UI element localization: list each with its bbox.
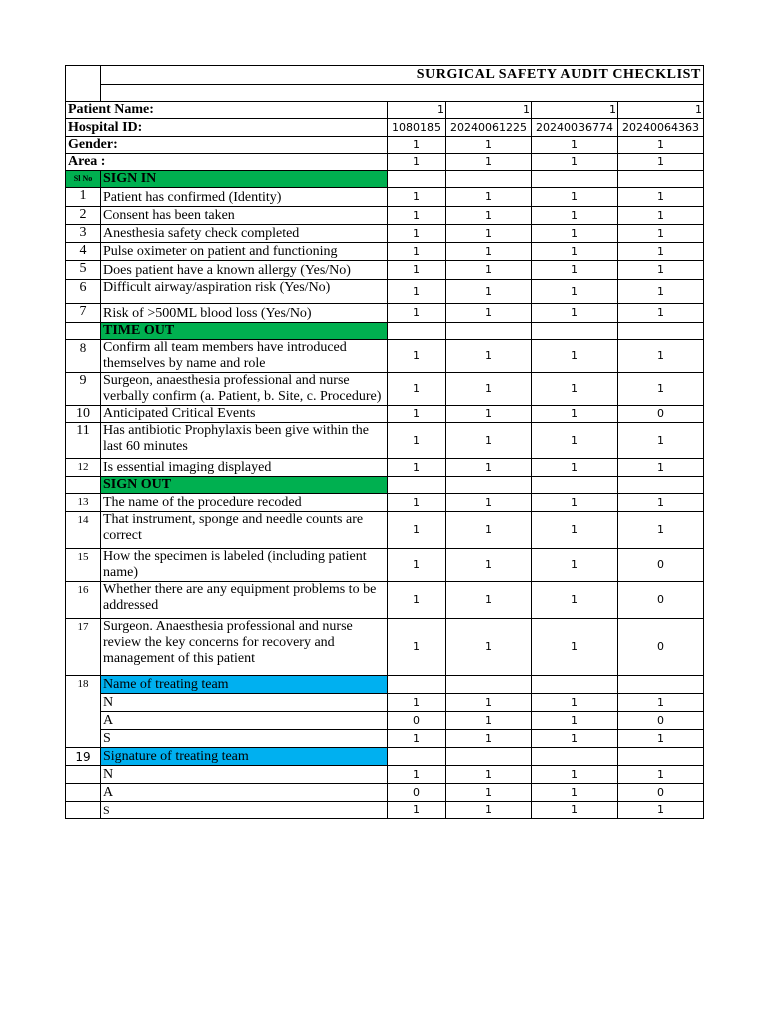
blank-cell	[66, 477, 101, 494]
value-cell: 1	[532, 730, 618, 748]
value-cell: 1	[446, 406, 532, 423]
value-cell: 1	[446, 582, 532, 619]
blank-cell	[618, 171, 704, 188]
blank-cell	[66, 784, 101, 802]
title-row	[66, 66, 704, 85]
value-cell: 1	[532, 549, 618, 582]
value-cell: 1080185	[388, 119, 446, 137]
item-text: Anesthesia safety check completed	[101, 225, 388, 243]
row-number: 11	[66, 423, 101, 459]
row-number: 18	[66, 676, 101, 748]
value-cell: 1	[532, 102, 618, 119]
value-cell: 1	[388, 494, 446, 512]
value-cell: 1	[446, 280, 532, 304]
value-cell: 20240064363	[618, 119, 704, 137]
row-number: 7	[66, 304, 101, 323]
item-text: Surgeon, anaesthesia professional and nurse verbally confirm (a. Patient, b. Site, c. Procedure)	[101, 373, 388, 406]
value-cell: 1	[532, 802, 618, 819]
value-cell: 1	[446, 619, 532, 676]
table-row	[66, 784, 704, 802]
value-cell: 1	[618, 423, 704, 459]
hospital-id-row	[66, 119, 704, 137]
value-cell: 1	[618, 188, 704, 207]
value-cell: 1	[388, 188, 446, 207]
blank-cell	[618, 323, 704, 340]
value-cell: 1	[446, 494, 532, 512]
value-cell: 1	[446, 802, 532, 819]
value-cell: 1	[388, 340, 446, 373]
value-cell: 1	[446, 304, 532, 323]
value-cell: 1	[532, 188, 618, 207]
role-label: A	[101, 784, 388, 802]
section-row-sign-in	[66, 171, 704, 188]
item-text: Whether there are any equipment problems to be addressed	[101, 582, 388, 619]
row-number: 13	[66, 494, 101, 512]
table-row	[66, 459, 704, 477]
role-label: S	[101, 802, 388, 819]
role-label: S	[101, 730, 388, 748]
item-text: Risk of >500ML blood loss (Yes/No)	[101, 304, 388, 323]
value-cell: 1	[618, 766, 704, 784]
area-label: Area :	[66, 154, 388, 171]
value-cell: 1	[446, 154, 532, 171]
value-cell: 1	[446, 694, 532, 712]
blank-cell	[388, 748, 446, 766]
item-text: Confirm all team members have introduced themselves by name and role	[101, 340, 388, 373]
value-cell: 1	[618, 102, 704, 119]
value-cell: 1	[388, 549, 446, 582]
row-number: 8	[66, 340, 101, 373]
table-row	[66, 619, 704, 676]
value-cell: 0	[618, 582, 704, 619]
section-label-time-out: TIME OUT	[101, 323, 388, 340]
role-label: N	[101, 766, 388, 784]
value-cell: 1	[388, 619, 446, 676]
blank-cell	[388, 676, 446, 694]
row-number: 19	[66, 748, 101, 766]
value-cell: 0	[388, 712, 446, 730]
value-cell: 1	[618, 261, 704, 280]
value-cell: 1	[532, 304, 618, 323]
value-cell: 1	[446, 243, 532, 261]
value-cell: 1	[388, 730, 446, 748]
sheet-title: SURGICAL SAFETY AUDIT CHECKLIST	[101, 66, 704, 85]
item-text: Is essential imaging displayed	[101, 459, 388, 477]
row-number: 16	[66, 582, 101, 619]
value-cell: 1	[618, 459, 704, 477]
value-cell: 1	[532, 280, 618, 304]
value-cell: 1	[618, 373, 704, 406]
value-cell: 1	[618, 730, 704, 748]
table-row	[66, 261, 704, 280]
value-cell: 1	[618, 225, 704, 243]
value-cell: 1	[446, 340, 532, 373]
table-row	[66, 802, 704, 819]
value-cell: 1	[532, 373, 618, 406]
row-number: 14	[66, 512, 101, 549]
value-cell: 1	[446, 188, 532, 207]
value-cell: 0	[618, 784, 704, 802]
value-cell: 0	[388, 784, 446, 802]
item-text: Surgeon. Anaesthesia professional and nurse review the key concerns for recovery and management of this patient	[101, 619, 388, 676]
value-cell: 1	[446, 512, 532, 549]
treating-team-name-label: Name of treating team	[101, 676, 388, 694]
value-cell: 1	[532, 619, 618, 676]
role-label: A	[101, 712, 388, 730]
table-row	[66, 340, 704, 373]
value-cell: 1	[388, 582, 446, 619]
item-text: The name of the procedure recoded	[101, 494, 388, 512]
table-row	[66, 512, 704, 549]
value-cell: 1	[532, 423, 618, 459]
value-cell: 1	[532, 582, 618, 619]
table-row	[66, 225, 704, 243]
blank-cell	[66, 66, 101, 102]
item-text: Does patient have a known allergy (Yes/No)	[101, 261, 388, 280]
value-cell: 0	[618, 406, 704, 423]
item-text: That instrument, sponge and needle counts are correct	[101, 512, 388, 549]
blank-cell	[388, 477, 446, 494]
item-text: Has antibiotic Prophylaxis been give within the last 60 minutes	[101, 423, 388, 459]
value-cell: 1	[532, 261, 618, 280]
role-label: N	[101, 694, 388, 712]
value-cell: 1	[618, 243, 704, 261]
value-cell: 1	[532, 243, 618, 261]
value-cell: 1	[388, 207, 446, 225]
section-label-sign-in: SIGN IN	[101, 171, 388, 188]
value-cell: 1	[446, 261, 532, 280]
value-cell: 1	[446, 730, 532, 748]
value-cell: 1	[618, 137, 704, 154]
value-cell: 1	[388, 802, 446, 819]
section-row-sign-out	[66, 477, 704, 494]
value-cell: 1	[388, 512, 446, 549]
value-cell: 1	[532, 784, 618, 802]
value-cell: 1	[532, 137, 618, 154]
value-cell: 0	[618, 619, 704, 676]
audit-checklist-table	[65, 65, 704, 819]
value-cell: 1	[388, 280, 446, 304]
area-row	[66, 154, 704, 171]
row-number: 15	[66, 549, 101, 582]
value-cell: 1	[446, 459, 532, 477]
table-row	[66, 766, 704, 784]
item-text: Pulse oximeter on patient and functioning	[101, 243, 388, 261]
hospital-id-label: Hospital ID:	[66, 119, 388, 137]
value-cell: 1	[388, 423, 446, 459]
blank-cell	[66, 802, 101, 819]
table-row	[66, 373, 704, 406]
row-number: 2	[66, 207, 101, 225]
value-cell: 0	[618, 549, 704, 582]
section-label-sign-out: SIGN OUT	[101, 477, 388, 494]
value-cell: 1	[532, 207, 618, 225]
value-cell: 1	[532, 694, 618, 712]
value-cell: 1	[618, 694, 704, 712]
blank-cell	[532, 748, 618, 766]
value-cell: 1	[618, 512, 704, 549]
value-cell: 1	[388, 154, 446, 171]
value-cell: 20240061225	[446, 119, 532, 137]
table-row	[66, 406, 704, 423]
blank-cell	[388, 323, 446, 340]
value-cell: 1	[532, 766, 618, 784]
blank-cell	[446, 323, 532, 340]
value-cell: 1	[532, 712, 618, 730]
table-row	[66, 694, 704, 712]
blank-cell	[101, 85, 704, 102]
table-row	[66, 207, 704, 225]
row-number: 9	[66, 373, 101, 406]
value-cell: 1	[532, 154, 618, 171]
value-cell: 1	[618, 802, 704, 819]
table-row	[66, 549, 704, 582]
table-row	[66, 188, 704, 207]
patient-name-label: Patient Name:	[66, 102, 388, 119]
blank-cell	[66, 766, 101, 784]
blank-cell	[446, 171, 532, 188]
value-cell: 1	[446, 137, 532, 154]
row-number: 10	[66, 406, 101, 423]
value-cell: 1	[446, 712, 532, 730]
blank-cell	[532, 676, 618, 694]
value-cell: 1	[532, 459, 618, 477]
value-cell: 1	[388, 459, 446, 477]
value-cell: 0	[618, 712, 704, 730]
table-row	[66, 243, 704, 261]
value-cell: 1	[532, 340, 618, 373]
blank-cell	[532, 171, 618, 188]
blank-cell	[446, 477, 532, 494]
value-cell: 1	[618, 494, 704, 512]
value-cell: 1	[388, 406, 446, 423]
value-cell: 1	[446, 784, 532, 802]
value-cell: 1	[388, 261, 446, 280]
row-number: 17	[66, 619, 101, 676]
blank-cell	[388, 171, 446, 188]
row-number: 3	[66, 225, 101, 243]
value-cell: 20240036774	[532, 119, 618, 137]
row-number: 5	[66, 261, 101, 280]
treating-team-name-header	[66, 676, 704, 694]
blank-row	[66, 85, 704, 102]
row-number: 12	[66, 459, 101, 477]
patient-name-row	[66, 102, 704, 119]
table-row	[66, 280, 704, 304]
value-cell: 1	[388, 243, 446, 261]
blank-cell	[532, 323, 618, 340]
value-cell: 1	[446, 373, 532, 406]
value-cell: 1	[618, 340, 704, 373]
value-cell: 1	[618, 154, 704, 171]
treating-team-signature-header	[66, 748, 704, 766]
value-cell: 1	[618, 207, 704, 225]
value-cell: 1	[532, 512, 618, 549]
blank-cell	[446, 676, 532, 694]
gender-label: Gender:	[66, 137, 388, 154]
value-cell: 1	[388, 304, 446, 323]
value-cell: 1	[532, 225, 618, 243]
row-number: 1	[66, 188, 101, 207]
table-row	[66, 582, 704, 619]
value-cell: 1	[618, 280, 704, 304]
treating-team-signature-label: Signature of treating team	[101, 748, 388, 766]
blank-cell	[66, 323, 101, 340]
item-text: Difficult airway/aspiration risk (Yes/No)	[101, 280, 388, 304]
item-text: Patient has confirmed (Identity)	[101, 188, 388, 207]
table-row	[66, 423, 704, 459]
blank-cell	[618, 748, 704, 766]
blank-cell	[532, 477, 618, 494]
blank-cell	[618, 477, 704, 494]
value-cell: 1	[388, 766, 446, 784]
item-text: Consent has been taken	[101, 207, 388, 225]
table-row	[66, 730, 704, 748]
value-cell: 1	[388, 694, 446, 712]
value-cell: 1	[446, 766, 532, 784]
value-cell: 1	[446, 423, 532, 459]
value-cell: 1	[446, 102, 532, 119]
table-row	[66, 494, 704, 512]
value-cell: 1	[446, 207, 532, 225]
item-text: Anticipated Critical Events	[101, 406, 388, 423]
value-cell: 1	[618, 304, 704, 323]
section-row-time-out	[66, 323, 704, 340]
table-row	[66, 712, 704, 730]
value-cell: 1	[388, 137, 446, 154]
table-row	[66, 304, 704, 323]
value-cell: 1	[388, 225, 446, 243]
row-number: 6	[66, 280, 101, 304]
value-cell: 1	[388, 102, 446, 119]
value-cell: 1	[532, 494, 618, 512]
item-text: How the specimen is labeled (including patient name)	[101, 549, 388, 582]
gender-row	[66, 137, 704, 154]
value-cell: 1	[446, 549, 532, 582]
blank-cell	[446, 748, 532, 766]
value-cell: 1	[532, 406, 618, 423]
value-cell: 1	[388, 373, 446, 406]
value-cell: 1	[446, 225, 532, 243]
blank-cell	[618, 676, 704, 694]
row-number: 4	[66, 243, 101, 261]
sl-no-header: Sl No	[66, 171, 101, 188]
